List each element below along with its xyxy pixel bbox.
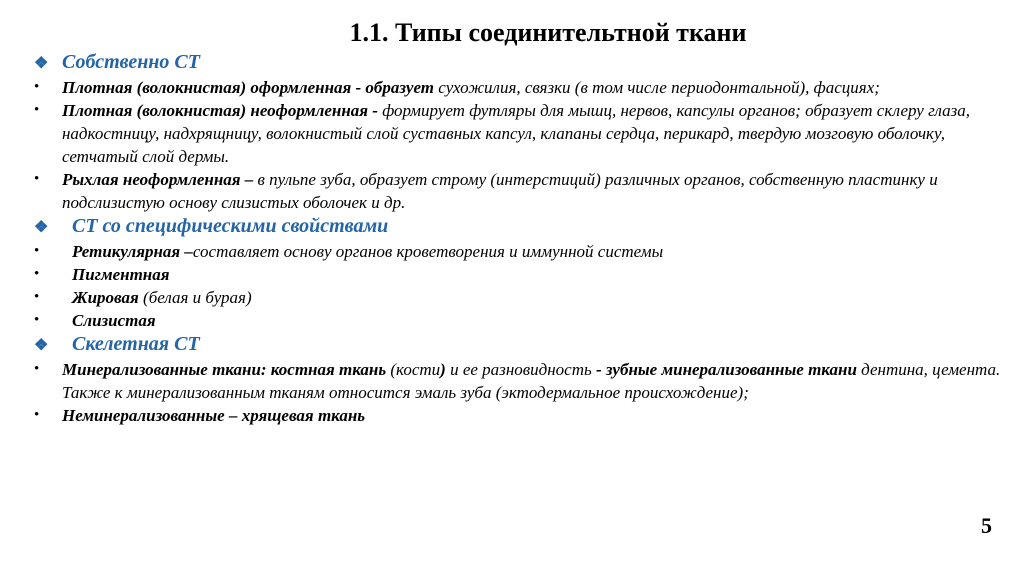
diamond-bullet-icon: ❖ bbox=[34, 55, 49, 72]
item-term: - зубные минерализованные ткани bbox=[591, 360, 857, 379]
item-term: Минерализованные ткани: костная ткань bbox=[62, 360, 387, 379]
item-description: дентина, цемента. Также к минерализованным тканям относится эмаль зуба (эктодермальное происхождение); bbox=[62, 360, 1001, 402]
item-term: Неминерализованные – хрящевая ткань bbox=[62, 406, 366, 425]
item-term: Слизистая bbox=[72, 311, 156, 330]
list-item bbox=[34, 168, 1009, 214]
item-term: Плотная (волокнистая) неоформленная - bbox=[62, 101, 378, 120]
bullet-icon: • bbox=[34, 171, 40, 187]
item-term: Жировая bbox=[72, 288, 139, 307]
bullet-icon: • bbox=[34, 266, 40, 282]
diamond-bullet-icon: ❖ bbox=[34, 337, 49, 354]
item-description: (кости bbox=[386, 360, 441, 379]
section-heading-label: Скелетная СТ bbox=[72, 333, 200, 355]
item-description: (белая и бурая) bbox=[138, 288, 252, 307]
list-item bbox=[34, 309, 1009, 332]
item-description: составляет основу органов кроветворения и иммунной системы bbox=[192, 242, 664, 261]
item-description: в пульпе зуба, образует строму (интерстиций) различных органов, собственную пластинку и подслизистую основу слизистых оболочек и др. bbox=[62, 170, 938, 212]
section-heading-label: Собственно СТ bbox=[62, 51, 200, 73]
bullet-icon: • bbox=[34, 407, 40, 423]
bullet-icon: • bbox=[34, 102, 40, 118]
bullet-icon: • bbox=[34, 243, 40, 259]
item-term: ) bbox=[440, 360, 446, 379]
list-item bbox=[34, 76, 1009, 99]
slide-content bbox=[34, 50, 1009, 427]
list-item bbox=[34, 99, 1009, 168]
item-term: Пигментная bbox=[72, 265, 170, 284]
section-heading-proper-ct bbox=[34, 50, 1009, 76]
page-number: 5 bbox=[981, 513, 992, 538]
bullet-icon: • bbox=[34, 361, 40, 377]
item-term: Плотная (волокнистая) оформленная - образует bbox=[62, 78, 435, 97]
bullet-icon: • bbox=[34, 79, 40, 95]
list-item bbox=[34, 404, 1009, 427]
list-item bbox=[34, 240, 1009, 263]
bullet-icon: • bbox=[34, 312, 40, 328]
bullet-icon: • bbox=[34, 289, 40, 305]
section-heading-skeletal-ct bbox=[34, 332, 1009, 358]
list-item bbox=[34, 263, 1009, 286]
list-item bbox=[34, 286, 1009, 309]
slide-title: 1.1. Типы соединительтной ткани bbox=[349, 18, 747, 47]
diamond-bullet-icon: ❖ bbox=[34, 219, 49, 236]
item-description: сухожилия, связки (в том числе периодонтальной), фасциях; bbox=[434, 78, 880, 97]
section-heading-special-ct bbox=[34, 214, 1009, 240]
item-description: формирует футляры для мышц, нервов, капсулы органов; образует склеру глаза, надкостницу, надхрящницу, волокнистый слой суставных капсул, клапаны сердца, перикард, твердую мозговую оболочку, сетчатый слой дермы. bbox=[62, 101, 970, 166]
item-term: Ретикулярная – bbox=[72, 242, 193, 261]
item-description: и ее разновидность bbox=[445, 360, 592, 379]
item-term: Рыхлая неоформленная – bbox=[62, 170, 254, 189]
section-heading-label: СТ со специфическими свойствами bbox=[72, 215, 389, 237]
list-item bbox=[34, 358, 1009, 404]
